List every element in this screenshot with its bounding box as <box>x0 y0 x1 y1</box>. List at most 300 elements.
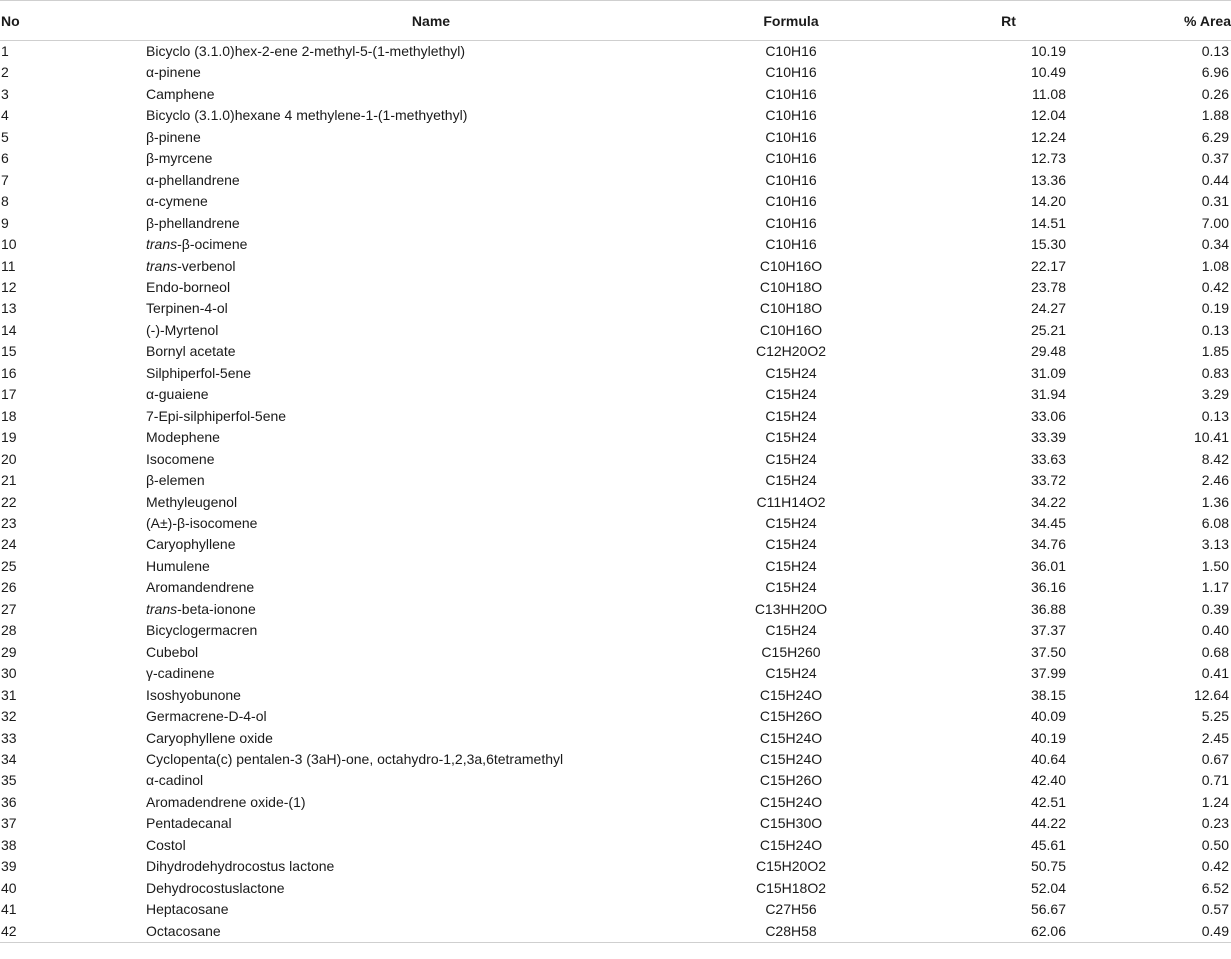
cell-no: 29 <box>1 643 17 660</box>
name-text: -beta-ionone <box>177 600 256 617</box>
cell-name <box>146 234 716 255</box>
header-rt: Rt <box>866 1 1066 41</box>
cell-name <box>146 84 716 105</box>
cell-name <box>146 770 716 791</box>
name-text: -verbenol <box>177 257 236 274</box>
table-row <box>0 449 1231 470</box>
table-row <box>0 813 1231 834</box>
name-text: Modephene <box>146 429 220 446</box>
cell-name <box>146 41 716 63</box>
cell-area: 0.49 <box>1066 921 1231 943</box>
cell-rt: 34.45 <box>1030 514 1066 531</box>
name-text: Cubebol <box>146 643 199 660</box>
name-text: Aromadendrene oxide-(1) <box>146 793 306 810</box>
cell-formula: C10H16 <box>765 236 817 253</box>
cell-rt: 14.20 <box>1030 193 1066 210</box>
cell-area: 0.83 <box>1201 364 1229 381</box>
cell-area: 0.13 <box>1201 321 1229 338</box>
cell-area: 0.19 <box>1201 300 1229 317</box>
name-text: β-myrcene <box>146 150 213 167</box>
name-prefix: trans <box>146 600 178 617</box>
cell-formula: C15H24 <box>765 622 817 639</box>
cell-name <box>146 170 716 191</box>
cell-formula: C15H24O <box>759 750 823 767</box>
table-row <box>0 899 1231 920</box>
name-prefix: trans <box>146 257 178 274</box>
cell-name <box>146 685 716 706</box>
header-area: % Area <box>1066 1 1231 41</box>
cell-no: 5 <box>1 128 9 145</box>
cell-formula: C15H24 <box>765 579 817 596</box>
name-text: β-pinene <box>146 128 201 145</box>
cell-rt: 12.24 <box>1030 128 1066 145</box>
cell-area: 10.41 <box>1193 429 1229 446</box>
cell-area: 0.44 <box>1201 171 1229 188</box>
cell-rt: 24.27 <box>1030 300 1066 317</box>
cell-name <box>146 148 716 169</box>
cell-no: 32 <box>1 708 17 725</box>
cell-formula: C28H58 <box>716 921 866 943</box>
table-row <box>0 256 1231 277</box>
cell-rt: 38.15 <box>1030 686 1066 703</box>
table-row <box>0 856 1231 877</box>
name-text: α-pinene <box>146 64 201 81</box>
cell-area: 0.31 <box>1201 193 1229 210</box>
cell-name <box>146 256 716 277</box>
cell-no: 7 <box>1 171 9 188</box>
name-text: α-guaiene <box>146 386 209 403</box>
cell-area: 6.96 <box>1201 64 1229 81</box>
cell-name <box>146 363 716 384</box>
cell-rt: 12.73 <box>1030 150 1066 167</box>
name-text: Isocomene <box>146 450 215 467</box>
cell-area: 0.41 <box>1201 665 1229 682</box>
cell-rt: 31.09 <box>1030 364 1066 381</box>
cell-no: 11 <box>1 257 16 274</box>
cell-rt: 10.49 <box>1030 64 1066 81</box>
table-row <box>0 878 1231 899</box>
cell-formula: C15H20O2 <box>755 858 827 875</box>
cell-no: 24 <box>1 536 17 553</box>
cell-rt: 31.94 <box>1030 386 1066 403</box>
table-row <box>0 642 1231 663</box>
cell-name <box>146 921 716 943</box>
cell-area: 5.25 <box>1201 708 1229 725</box>
cell-area: 7.00 <box>1201 214 1229 231</box>
cell-rt: 14.51 <box>1030 214 1066 231</box>
cell-rt: 12.04 <box>1030 107 1066 124</box>
cell-name <box>146 813 716 834</box>
cell-name <box>146 62 716 83</box>
cell-formula: C15H24 <box>765 429 817 446</box>
name-text: (-)-Myrtenol <box>146 321 219 338</box>
cell-formula: C15H26O <box>759 772 823 789</box>
cell-no: 39 <box>1 858 17 875</box>
name-text: Bicyclo (3.1.0)hexane 4 methylene-1-(1-methyethyl) <box>146 107 468 124</box>
table-row <box>0 320 1231 341</box>
cell-rt: 37.99 <box>1030 665 1066 682</box>
cell-rt: 42.40 <box>1030 772 1066 789</box>
cell-formula: C15H30O <box>759 815 823 832</box>
table-row <box>0 427 1231 448</box>
table-row <box>0 277 1231 298</box>
cell-area: 0.26 <box>1201 85 1229 102</box>
table-row <box>0 599 1231 620</box>
cell-area: 3.29 <box>1201 386 1229 403</box>
cell-name <box>146 856 716 877</box>
cell-rt: 25.21 <box>1030 321 1066 338</box>
cell-formula: C10H18O <box>759 278 823 295</box>
cell-no: 13 <box>1 300 17 317</box>
cell-formula: C15H24O <box>759 836 823 853</box>
cell-no: 38 <box>1 836 17 853</box>
cell-formula: C15H24 <box>765 450 817 467</box>
name-text: α-phellandrene <box>146 171 240 188</box>
name-text: Bicyclogermacren <box>146 622 258 639</box>
cell-no: 42 <box>0 921 146 943</box>
cell-no: 22 <box>1 493 17 510</box>
table-body <box>0 41 1231 943</box>
cell-area: 8.42 <box>1201 450 1229 467</box>
table-row <box>0 728 1231 749</box>
cell-no: 21 <box>1 472 17 489</box>
cell-formula: C15H26O <box>759 708 823 725</box>
name-text: Methyleugenol <box>146 493 238 510</box>
cell-rt: 34.76 <box>1030 536 1066 553</box>
name-text: Dehydrocostuslactone <box>146 879 285 896</box>
cell-rt: 36.16 <box>1030 579 1066 596</box>
table-row <box>0 470 1231 491</box>
cell-no: 34 <box>1 750 17 767</box>
header-name: Name <box>146 1 716 41</box>
cell-no: 12 <box>1 278 17 295</box>
table-row <box>0 492 1231 513</box>
cell-rt: 34.22 <box>1030 493 1066 510</box>
table-row <box>0 105 1231 126</box>
cell-no: 17 <box>1 386 17 403</box>
cell-no: 37 <box>1 815 17 832</box>
cell-formula: C10H16 <box>765 43 817 59</box>
cell-formula: C15H24 <box>765 472 817 489</box>
cell-area: 1.17 <box>1201 579 1229 596</box>
table-row <box>0 191 1231 212</box>
header-row <box>0 1 1231 41</box>
cell-name <box>146 320 716 341</box>
cell-no: 9 <box>1 214 9 231</box>
cell-formula: C15H24O <box>759 686 823 703</box>
table-row <box>0 127 1231 148</box>
name-text: Germacrene-D-4-ol <box>146 708 267 725</box>
cell-no: 35 <box>1 772 17 789</box>
name-text: Cyclopenta(c) pentalen-3 (3aH)-one, octahydro-1,2,3a,6tetramethyl <box>146 750 564 767</box>
header-no: No <box>0 1 146 41</box>
cell-area: 2.46 <box>1201 472 1229 489</box>
name-text: Caryophyllene <box>146 536 236 553</box>
name-text: Camphene <box>146 85 215 102</box>
cell-rt: 36.01 <box>1030 557 1066 574</box>
cell-no: 31 <box>1 686 17 703</box>
table-row <box>0 770 1231 791</box>
name-text: γ-cadinene <box>146 665 215 682</box>
name-text: Terpinen-4-ol <box>146 300 228 317</box>
cell-no: 15 <box>1 343 17 360</box>
cell-formula: C10H16 <box>765 64 817 81</box>
cell-area: 6.29 <box>1201 128 1229 145</box>
cell-no: 26 <box>1 579 17 596</box>
cell-name <box>146 599 716 620</box>
name-text: Dihydrodehydrocostus lactone <box>146 858 335 875</box>
cell-no: 6 <box>1 150 9 167</box>
table-row <box>0 663 1231 684</box>
cell-rt: 45.61 <box>1030 836 1066 853</box>
cell-rt: 40.09 <box>1030 708 1066 725</box>
name-text: Pentadecanal <box>146 815 232 832</box>
cell-area: 0.71 <box>1201 772 1229 789</box>
cell-area: 0.13 <box>1201 407 1229 424</box>
cell-formula: C10H18O <box>759 300 823 317</box>
cell-name <box>146 213 716 234</box>
cell-name <box>146 277 716 298</box>
cell-no: 14 <box>1 321 17 338</box>
cell-name <box>146 341 716 362</box>
cell-area: 0.68 <box>1201 643 1229 660</box>
table-row <box>0 706 1231 727</box>
cell-no: 23 <box>1 514 17 531</box>
cell-rt: 52.04 <box>1030 879 1066 896</box>
table-row <box>0 406 1231 427</box>
cell-name <box>146 492 716 513</box>
cell-rt: 33.63 <box>1030 450 1066 467</box>
name-text: Bicyclo (3.1.0)hex-2-ene 2-methyl-5-(1-methylethyl) <box>146 43 465 59</box>
cell-rt: 37.37 <box>1030 622 1066 639</box>
table-row <box>0 341 1231 362</box>
cell-area: 1.88 <box>1201 107 1229 124</box>
cell-rt: 37.50 <box>1030 643 1066 660</box>
cell-area: 2.45 <box>1201 729 1229 746</box>
cell-no: 36 <box>1 793 17 810</box>
cell-area: 6.08 <box>1201 514 1229 531</box>
cell-formula: C10H16O <box>759 257 823 274</box>
cell-no: 2 <box>1 64 9 81</box>
name-text: Silphiperfol-5ene <box>146 364 252 381</box>
name-text: Caryophyllene oxide <box>146 729 273 746</box>
cell-area: 0.42 <box>1201 858 1229 875</box>
name-text: Octacosane <box>146 922 221 939</box>
cell-rt: 36.88 <box>1030 600 1066 617</box>
name-text: α-cadinol <box>146 772 204 789</box>
cell-area: 0.39 <box>1201 600 1229 617</box>
table-row <box>0 213 1231 234</box>
cell-name <box>146 406 716 427</box>
cell-area: 6.52 <box>1201 879 1229 896</box>
table-row <box>0 384 1231 405</box>
table-row <box>0 577 1231 598</box>
cell-name <box>146 191 716 212</box>
table-row <box>0 170 1231 191</box>
cell-name <box>146 534 716 555</box>
table-row <box>0 84 1231 105</box>
table-row <box>0 792 1231 813</box>
cell-formula: C15H24O <box>759 729 823 746</box>
cell-formula: C10H16 <box>765 193 817 210</box>
cell-no: 25 <box>1 557 17 574</box>
cell-rt: 33.39 <box>1030 429 1066 446</box>
cell-no: 18 <box>1 407 17 424</box>
name-text: Endo-borneol <box>146 278 231 295</box>
table-row <box>0 513 1231 534</box>
name-text: α-cymene <box>146 193 208 210</box>
table-row <box>0 41 1231 63</box>
cell-area: 0.23 <box>1201 815 1229 832</box>
cell-name <box>146 105 716 126</box>
name-text: (A±)-β-isocomene <box>146 514 258 531</box>
cell-area: 3.13 <box>1201 536 1229 553</box>
cell-no: 20 <box>1 450 17 467</box>
cell-name <box>146 899 716 920</box>
cell-name <box>146 706 716 727</box>
cell-formula: C11H14O2 <box>756 493 826 510</box>
cell-formula: C15H24 <box>765 514 817 531</box>
cell-area: 0.50 <box>1201 836 1229 853</box>
cell-formula: C15H24 <box>765 536 817 553</box>
cell-formula: C10H16 <box>765 150 817 167</box>
cell-area: 0.42 <box>1201 278 1229 295</box>
cell-name <box>146 642 716 663</box>
cell-rt: 40.19 <box>1030 729 1066 746</box>
name-text: β-elemen <box>146 472 205 489</box>
cell-formula: C13HH20O <box>754 600 828 617</box>
cell-name <box>146 620 716 641</box>
cell-area: 0.67 <box>1201 750 1229 767</box>
cell-formula: C15H24 <box>765 386 817 403</box>
cell-area: 0.40 <box>1201 622 1229 639</box>
table-row <box>0 556 1231 577</box>
cell-no: 3 <box>1 85 9 102</box>
cell-no: 28 <box>1 622 17 639</box>
name-text: Humulene <box>146 557 210 574</box>
table-row <box>0 749 1231 770</box>
name-text: Isoshyobunone <box>146 686 241 703</box>
cell-area: 1.50 <box>1201 557 1229 574</box>
name-text: Costol <box>146 836 186 853</box>
name-text: Aromandendrene <box>146 579 255 596</box>
table-row <box>0 148 1231 169</box>
cell-formula: C15H24 <box>765 665 817 682</box>
cell-rt: 29.48 <box>1030 343 1066 360</box>
cell-rt: 11.08 <box>1032 85 1066 102</box>
cell-formula: C10H16 <box>765 85 817 102</box>
cell-name <box>146 449 716 470</box>
cell-no: 4 <box>1 107 9 124</box>
name-text: β-phellandrene <box>146 214 240 231</box>
cell-rt: 33.72 <box>1030 472 1066 489</box>
cell-name <box>146 127 716 148</box>
cell-area: 1.08 <box>1201 257 1229 274</box>
cell-no: 33 <box>1 729 17 746</box>
cell-no: 10 <box>1 236 17 253</box>
cell-no: 40 <box>1 879 17 896</box>
cell-name <box>146 792 716 813</box>
cell-name <box>146 556 716 577</box>
cell-area: 0.34 <box>1201 236 1229 253</box>
cell-no: 30 <box>1 665 17 682</box>
cell-area: 0.57 <box>1201 901 1229 918</box>
cell-rt: 15.30 <box>1030 236 1066 253</box>
cell-formula: C10H16 <box>765 171 817 188</box>
cell-formula: C15H260 <box>761 643 821 660</box>
cell-no: 27 <box>1 600 17 617</box>
cell-no: 8 <box>1 193 9 210</box>
cell-name <box>146 384 716 405</box>
name-text: 7-Epi-silphiperfol-5ene <box>146 407 287 424</box>
cell-rt: 50.75 <box>1030 858 1066 875</box>
cell-formula: C15H24O <box>759 793 823 810</box>
name-prefix: trans <box>146 236 178 253</box>
cell-name <box>146 835 716 856</box>
cell-formula: C27H56 <box>765 901 817 918</box>
cell-rt: 10.19 <box>1030 43 1066 59</box>
cell-name <box>146 749 716 770</box>
cell-formula: C10H16O <box>759 321 823 338</box>
cell-formula: C10H16 <box>765 214 817 231</box>
cell-name <box>146 878 716 899</box>
cell-formula: C10H16 <box>765 107 817 124</box>
table-row <box>0 534 1231 555</box>
cell-formula: C12H20O2 <box>755 343 827 360</box>
header-formula: Formula <box>716 1 866 41</box>
cell-area: 12.64 <box>1193 686 1229 703</box>
cell-area: 0.13 <box>1201 43 1229 59</box>
cell-area: 1.36 <box>1201 493 1229 510</box>
name-text: -β-ocimene <box>177 236 248 253</box>
cell-no: 41 <box>1 901 17 918</box>
name-text: Heptacosane <box>146 901 229 918</box>
table-row <box>0 298 1231 319</box>
cell-rt: 40.64 <box>1030 750 1066 767</box>
cell-name <box>146 577 716 598</box>
table-row <box>0 921 1231 943</box>
table-row <box>0 835 1231 856</box>
table-row <box>0 62 1231 83</box>
table-row <box>0 363 1231 384</box>
cell-name <box>146 427 716 448</box>
cell-rt: 56.67 <box>1030 901 1066 918</box>
cell-formula: C15H18O2 <box>755 879 827 896</box>
cell-formula: C10H16 <box>765 128 817 145</box>
cell-rt: 62.06 <box>866 921 1066 943</box>
cell-name <box>146 470 716 491</box>
cell-rt: 44.22 <box>1030 815 1066 832</box>
cell-formula: C15H24 <box>765 364 817 381</box>
cell-no: 16 <box>1 364 17 381</box>
name-text: Bornyl acetate <box>146 343 236 360</box>
table-row <box>0 685 1231 706</box>
cell-no: 19 <box>1 429 17 446</box>
cell-formula: C15H24 <box>765 407 817 424</box>
table-row <box>0 234 1231 255</box>
cell-rt: 22.17 <box>1030 257 1066 274</box>
cell-rt: 23.78 <box>1030 278 1066 295</box>
cell-rt: 13.36 <box>1030 171 1066 188</box>
cell-rt: 33.06 <box>1030 407 1066 424</box>
cell-name <box>146 663 716 684</box>
cell-area: 1.24 <box>1201 793 1229 810</box>
cell-formula: C15H24 <box>765 557 817 574</box>
cell-no: 1 <box>1 43 9 59</box>
cell-name <box>146 298 716 319</box>
cell-area: 1.85 <box>1201 343 1229 360</box>
table-row <box>0 620 1231 641</box>
